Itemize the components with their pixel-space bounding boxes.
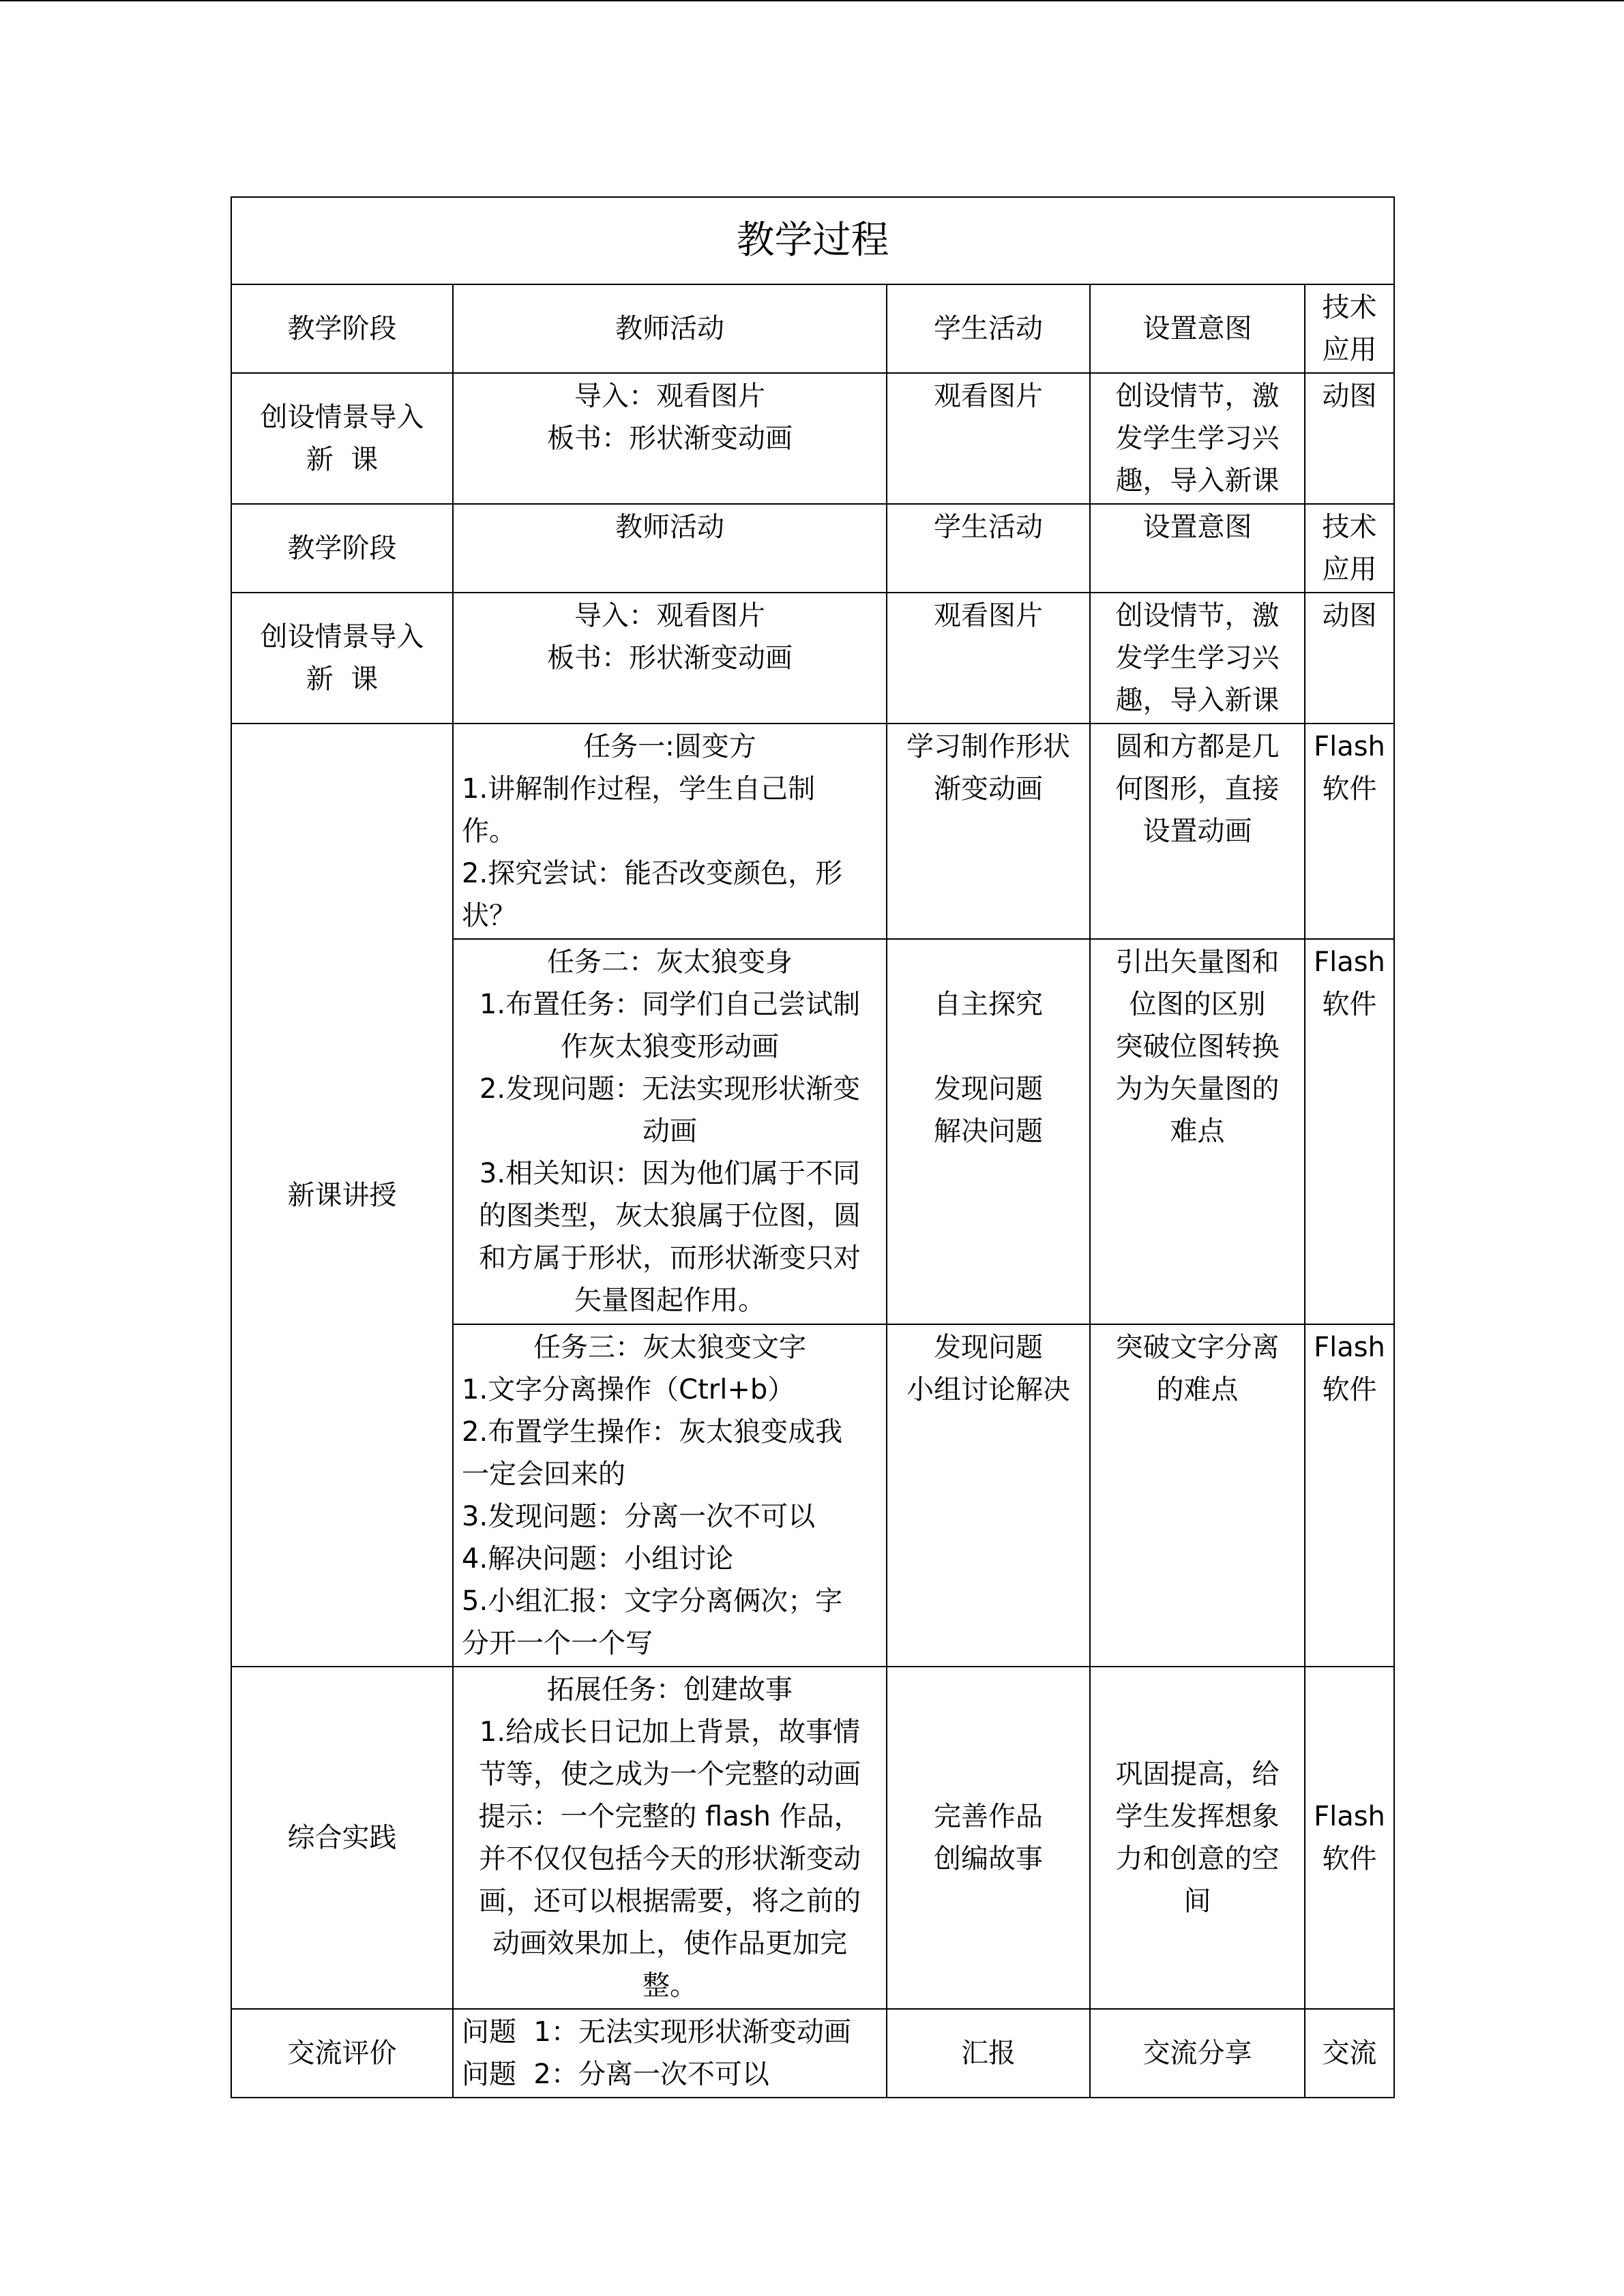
practice-stage: 综合实践 [231, 1667, 453, 2009]
header-teacher: 教师活动 [453, 284, 887, 373]
practice-tech: Flash 软件 [1305, 1667, 1394, 2009]
header-student: 学生活动 [887, 284, 1090, 373]
intro-intent: 创设情节，激 发学生学习兴 趣，导入新课 [1090, 373, 1305, 504]
header-stage: 教学阶段 [231, 504, 453, 593]
header-row [231, 284, 1394, 373]
practice-teacher: 拓展任务：创建故事 1.给成长日记加上背景，故事情 节等，使之成为一个完整的动画 提示：一个完整的 flash 作品， 并不仅仅包括今天的形状渐变动 画，还可以根据需要，将之前的 动画效果加上，使作品更加完 整。 [453, 1667, 887, 2009]
task2-teacher: 任务二：灰太狼变身 1.布置任务：同学们自己尝试制 作灰太狼变形动画 2.发现问题：无法实现形状渐变 动画 3.相关知识：因为他们属于不同 的图类型，灰太狼属于位图，圆 和方属于形状，而形状渐变只对 矢量图起作用。 [453, 939, 887, 1324]
header-stage: 教学阶段 [231, 284, 453, 373]
header-row-repeat [231, 504, 1394, 593]
intro-stage: 创设情景导入 新 课 [231, 373, 453, 504]
practice-row [231, 1667, 1394, 2009]
intro-teacher: 导入：观看图片 板书：形状渐变动画 [453, 373, 887, 504]
header-tech: 技术 应用 [1305, 284, 1394, 373]
title-row [231, 197, 1394, 284]
task3-tech: Flash 软件 [1305, 1324, 1394, 1667]
header-tech: 技术 应用 [1305, 504, 1394, 593]
task1-tech: Flash 软件 [1305, 724, 1394, 939]
intro-intent: 创设情节，激 发学生学习兴 趣，导入新课 [1090, 593, 1305, 724]
intro-tech: 动图 [1305, 593, 1394, 724]
teaching-process-table [231, 196, 1395, 2098]
task2-intent: 引出矢量图和 位图的区别 突破位图转换 为为矢量图的 难点 [1090, 939, 1305, 1324]
evaluation-tech: 交流 [1305, 2009, 1394, 2098]
table-title: 教学过程 [231, 197, 1394, 284]
task2-tech: Flash 软件 [1305, 939, 1394, 1324]
task2-student: 自主探究 发现问题 解决问题 [887, 939, 1090, 1324]
header-intent: 设置意图 [1090, 284, 1305, 373]
intro-row [231, 373, 1394, 504]
evaluation-stage: 交流评价 [231, 2009, 453, 2098]
task1-student: 学习制作形状 渐变动画 [887, 724, 1090, 939]
intro-student: 观看图片 [887, 593, 1090, 724]
intro-row-repeat [231, 593, 1394, 724]
intro-tech: 动图 [1305, 373, 1394, 504]
evaluation-intent: 交流分享 [1090, 2009, 1305, 2098]
intro-stage: 创设情景导入 新 课 [231, 593, 453, 724]
evaluation-teacher: 问题 1：无法实现形状渐变动画 问题 2：分离一次不可以 [453, 2009, 887, 2098]
header-teacher: 教师活动 [453, 504, 887, 593]
task1-intent: 圆和方都是几 何图形，直接 设置动画 [1090, 724, 1305, 939]
task3-student: 发现问题 小组讨论解决 [887, 1324, 1090, 1667]
task3-intent: 突破文字分离 的难点 [1090, 1324, 1305, 1667]
intro-teacher: 导入：观看图片 板书：形状渐变动画 [453, 593, 887, 724]
new-lesson-stage: 新课讲授 [231, 724, 453, 1667]
header-intent: 设置意图 [1090, 504, 1305, 593]
evaluation-student: 汇报 [887, 2009, 1090, 2098]
evaluation-row [231, 2009, 1394, 2098]
intro-student: 观看图片 [887, 373, 1090, 504]
header-student: 学生活动 [887, 504, 1090, 593]
practice-student: 完善作品 创编故事 [887, 1667, 1090, 2009]
task3-teacher: 任务三：灰太狼变文字 1.文字分离操作（Ctrl+b） 2.布置学生操作：灰太狼变成我 一定会回来的 3.发现问题：分离一次不可以 4.解决问题：小组讨论 5.小组汇报：文字分离俩次；字 分开一个一个写 [453, 1324, 887, 1667]
task1-teacher: 任务一:圆变方 1.讲解制作过程，学生自己制 作。 2.探究尝试：能否改变颜色，形 状？ [453, 724, 887, 939]
task1-row [231, 724, 1394, 939]
page-top-border [0, 0, 1624, 1]
practice-intent: 巩固提高，给 学生发挥想象 力和创意的空 间 [1090, 1667, 1305, 2009]
